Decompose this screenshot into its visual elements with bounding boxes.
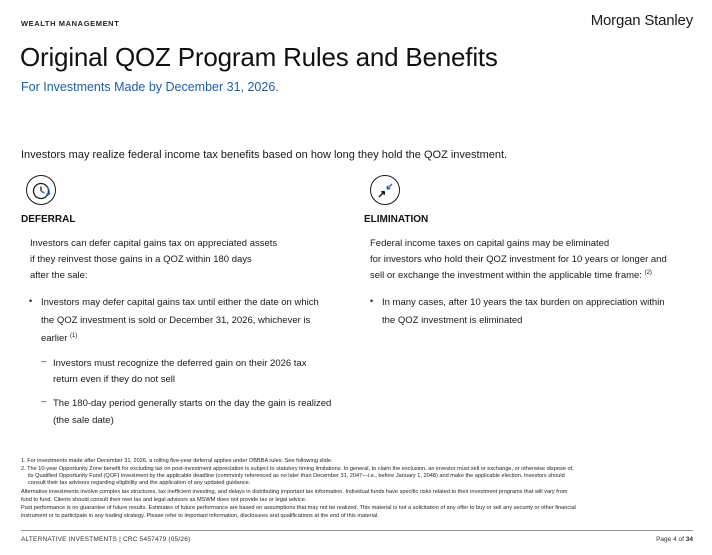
page-of: of bbox=[678, 536, 684, 543]
footnote-2-line-1: 2. The 10-year Opportunity Zone benefit for excluding tax on post-investment appreciation is subject to statutory timing limitations. In general, to claim the exclusion, an investor must sell or exchange, or otherwise dispose of, bbox=[21, 466, 574, 472]
deferral-bullet-line-3 bbox=[41, 330, 77, 348]
dash-mark: – bbox=[41, 356, 47, 367]
deferral-heading: DEFERRAL bbox=[21, 214, 76, 225]
intro-text: Investors may realize federal income tax benefits based on how long they hold the QOZ investment. bbox=[21, 149, 508, 161]
bullet-dot: • bbox=[29, 296, 33, 306]
footer-divider bbox=[21, 530, 693, 531]
footnote-1: 1. For investments made after December 31, 2026, a rolling five-year deferral applies under OBBBA rules. See following slide. bbox=[21, 458, 333, 464]
elimination-line-2: for investors who hold their QOZ investment for 10 years or longer and bbox=[370, 254, 667, 265]
elimination-bullet-line-1: In many cases, after 10 years the tax burden on appreciation within bbox=[382, 297, 665, 308]
page-title: Original QOZ Program Rules and Benefits bbox=[20, 42, 498, 72]
deferral-sub2-line-1: The 180-day period generally starts on the day the gain is realized bbox=[53, 398, 332, 409]
footnote-2-line-2: its Qualified Opportunity Fund (QOF) investment by the applicable deadline (commonly referenced as no later than December 31, 2047—i.e., before January 1, 2048) and make the applicable election. Investors should bbox=[28, 473, 565, 479]
deferral-bullet-line-1: Investors may defer capital gains tax until either the date on which bbox=[41, 297, 319, 308]
disclosure-line-4: instrument or to participate in any trading strategy. Please refer to important information, disclosures and qualifications at the end of this material. bbox=[21, 513, 379, 519]
converge-arrows-icon bbox=[370, 175, 400, 205]
page-subtitle: For Investments Made by December 31, 2026. bbox=[21, 80, 279, 94]
deferral-line-2: if they reinvest those gains in a QOZ within 180 days bbox=[30, 254, 252, 265]
dash-mark: – bbox=[41, 396, 47, 407]
page-total: 34 bbox=[685, 536, 693, 543]
elimination-heading: ELIMINATION bbox=[364, 214, 429, 225]
disclosure-line-3: Past performance is no guarantee of future results. Estimates of future performance are based on assumptions that may not be realized. This material is not a solicitation of any offer to buy or sell any security or other financial bbox=[21, 505, 576, 511]
clock-icon bbox=[26, 175, 56, 205]
deferral-sub2-line-2: (the sale date) bbox=[53, 415, 114, 426]
elimination-line-1: Federal income taxes on capital gains may be eliminated bbox=[370, 238, 610, 249]
deferral-bullet-earlier: earlier bbox=[41, 333, 68, 344]
deferral-line-1: Investors can defer capital gains tax on appreciated assets bbox=[30, 238, 278, 249]
page-current: 4 bbox=[673, 536, 677, 543]
deferral-line-3: after the sale: bbox=[30, 270, 88, 281]
page-number bbox=[656, 536, 693, 543]
deferral-sub1-line-2: return even if they do not sell bbox=[53, 374, 175, 385]
footnote-2-line-3: consult their tax advisors regarding eligibility and the application of any updated guidance. bbox=[28, 480, 251, 486]
bullet-dot: • bbox=[370, 296, 374, 306]
footnote-ref-2: (2) bbox=[644, 269, 652, 276]
page-prefix: Page bbox=[656, 536, 672, 543]
footnote-ref-1: (1) bbox=[70, 332, 78, 339]
disclosure-line-1: Alternative investments involve complex tax structures, tax inefficient investing, and delays in distributing important tax information. Individual funds have specific risks related to their investment programs that will vary from bbox=[21, 489, 568, 495]
eyebrow-label: WEALTH MANAGEMENT bbox=[21, 19, 120, 28]
brand-logo: Morgan Stanley bbox=[590, 12, 693, 29]
deferral-bullet-line-2: the QOZ investment is sold or December 31, 2026, whichever is bbox=[41, 315, 311, 326]
footer-label: ALTERNATIVE INVESTMENTS | CRC 5457479 (05/26) bbox=[21, 536, 191, 543]
elimination-bullet-line-2: the QOZ investment is eliminated bbox=[382, 315, 523, 326]
deferral-sub1-line-1: Investors must recognize the deferred gain on their 2026 tax bbox=[53, 358, 307, 369]
elimination-line-3 bbox=[370, 268, 652, 284]
disclosure-line-2: fund to fund. Clients should consult their own tax and legal advisors as MSWM does not provide tax or legal advice. bbox=[21, 497, 307, 503]
elimination-line-3-text: sell or exchange the investment within the applicable time frame: bbox=[370, 270, 642, 281]
